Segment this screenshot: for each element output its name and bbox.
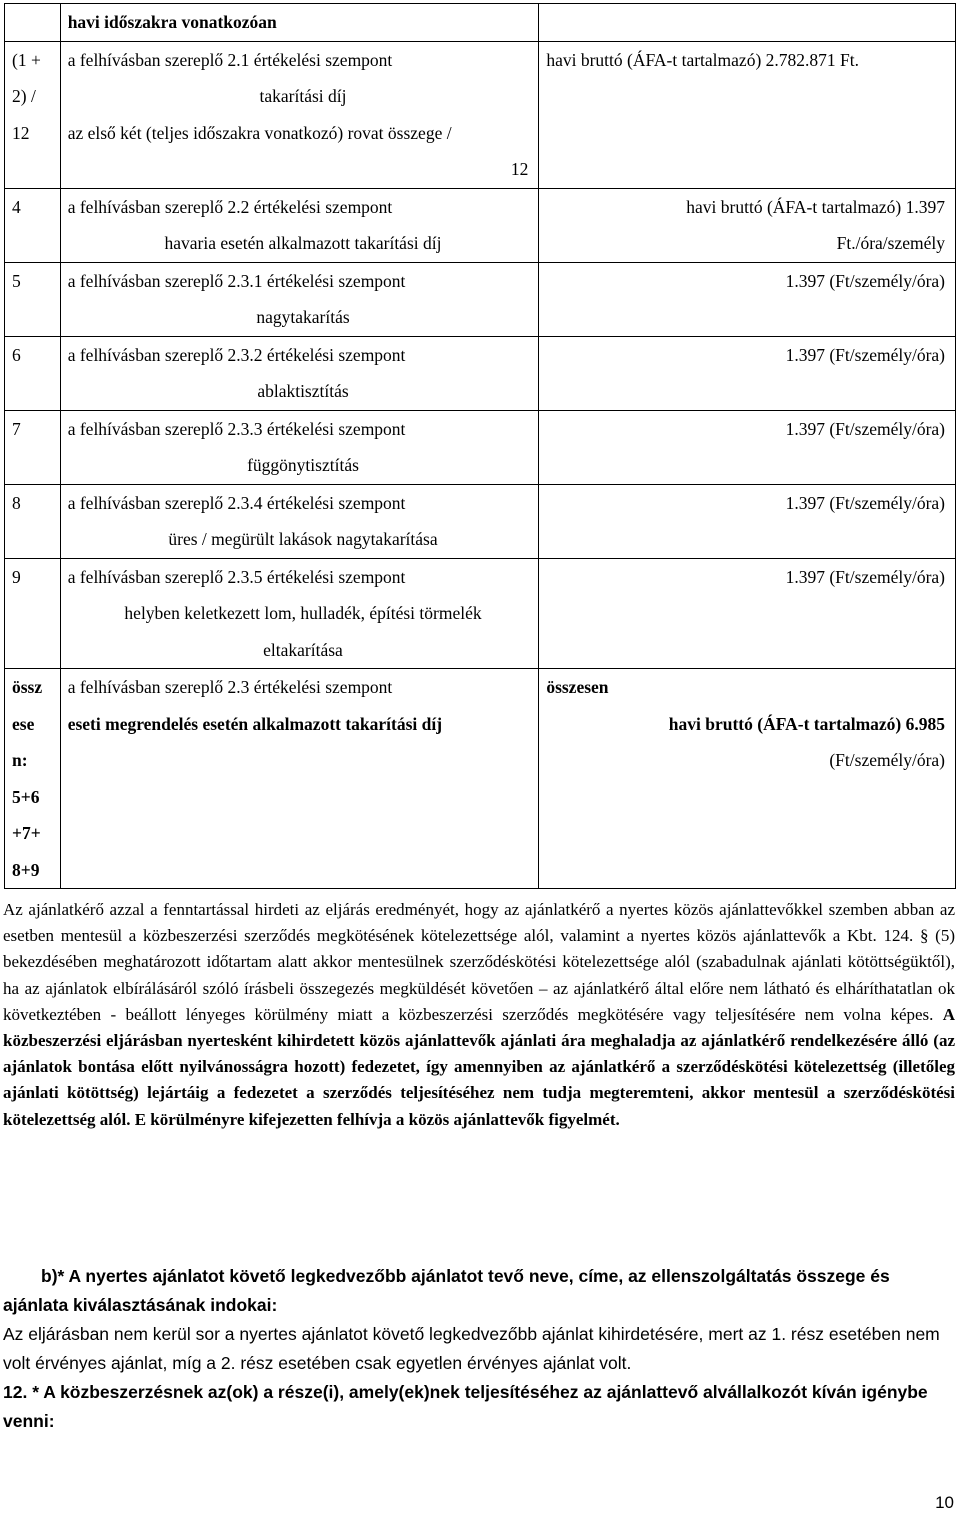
criterion-line: 12 — [510, 159, 529, 179]
value-text: (Ft/személy/óra) — [829, 750, 945, 770]
criterion-title: eseti megrendelés esetén alkalmazott takarítási díj — [67, 713, 443, 734]
index-line: 5+6 — [12, 786, 40, 807]
cell-value — [539, 558, 956, 669]
index-line: n: — [12, 750, 28, 770]
criterion-title: függönytisztítás — [247, 455, 359, 475]
cell-criterion — [60, 336, 539, 410]
table-row — [5, 262, 956, 336]
cell-criterion — [60, 188, 539, 262]
value-text: 1.397 (Ft/személy/óra) — [785, 418, 945, 439]
criterion-line: az első két (teljes időszakra vonatkozó) rovat összege / — [67, 122, 452, 143]
criterion-line: a felhívásban szereplő 2.3.1 értékelési szempont — [67, 270, 406, 291]
disclaimer-bold-text: A közbeszerzési eljárásban nyertesként kihirdetett közös ajánlattevők ajánlati ára meghaladja az ajánlatkérő rendelkezésére álló (az ajánlatok bontása előtt nyilvánosságra hozott) fedezetet, így amennyiben az ajánlatkérő a szerződéskötési kötelezettség (illetőleg ajánlati kötöttség) lejártáig a fedezetet a szerződés teljesítéséhez nem tudja megteremteni, akkor mentesül a szerződéskötési kötelezettség alól. E körülményre kifejezetten felhívja a közös ajánlattevők figyelmét. — [3, 1004, 955, 1129]
value-text: havi bruttó (ÁFA-t tartalmazó) 1.397 — [686, 196, 945, 217]
value-label: összesen — [546, 677, 609, 697]
cell-value — [539, 262, 956, 336]
criterion-title: ablaktisztítás — [257, 381, 349, 401]
value-text: havi bruttó (ÁFA-t tartalmazó) 6.985 — [668, 713, 945, 734]
criterion-title: takarítási díj — [259, 86, 347, 106]
index-line: 12 — [12, 122, 30, 143]
cell-criterion — [60, 669, 539, 889]
cell-criterion — [60, 484, 539, 558]
index-line: ese — [12, 713, 35, 734]
cell-index — [5, 188, 61, 262]
cell-value — [539, 410, 956, 484]
cell-index — [5, 410, 61, 484]
cell-criterion — [60, 4, 539, 42]
cell-criterion — [60, 410, 539, 484]
index-line: 2) / — [12, 86, 36, 106]
value-text: 1.397 (Ft/személy/óra) — [785, 270, 945, 291]
index-line: 6 — [12, 344, 21, 365]
cell-index — [5, 262, 61, 336]
criterion-title: üres / megürült lakások nagytakarítása — [168, 529, 438, 549]
cell-value — [539, 669, 956, 889]
cell-index — [5, 484, 61, 558]
index-line: 5 — [12, 270, 21, 291]
cell-criterion — [60, 41, 539, 188]
cell-index — [5, 336, 61, 410]
criterion-line: a felhívásban szereplő 2.3.3 értékelési szempont — [67, 418, 406, 439]
index-line: (1 + — [12, 49, 41, 70]
page-number: 10 — [935, 1493, 954, 1512]
table-row — [5, 336, 956, 410]
criterion-title: havi időszakra vonatkozóan — [67, 12, 277, 32]
criterion-title: nagytakarítás — [256, 307, 350, 327]
cell-index — [5, 669, 61, 889]
cell-index — [5, 558, 61, 669]
table-row — [5, 4, 956, 42]
section-b-text: Az eljárásban nem kerül sor a nyertes ajánlatot követő legkedvezőbb ajánlat kihirdetésére, mert az 1. rész esetében nem volt érvényes ajánlat, míg a 2. rész esetében csak egyetlen érvényes ajánlat volt. — [3, 1324, 940, 1373]
cell-value — [539, 188, 956, 262]
table-row — [5, 558, 956, 669]
section-b-heading: b)* A nyertes ajánlatot követő legkedvezőbb ajánlatot tevő neve, címe, az ellenszolgáltatás összege és ajánlata kiválasztásának indokai: — [3, 1266, 890, 1315]
table-row — [5, 410, 956, 484]
criterion-line: a felhívásban szereplő 2.3 értékelési szempont — [67, 677, 393, 697]
index-line: +7+ — [12, 823, 41, 843]
section-12-heading: 12. * A közbeszerzésnek az(ok) a része(i), amely(ek)nek teljesítéséhez az ajánlattevő alvállalkozót kíván igénybe venni: — [3, 1382, 928, 1431]
cell-value — [539, 336, 956, 410]
criterion-line: a felhívásban szereplő 2.3.5 értékelési szempont — [67, 566, 406, 587]
index-line: 8+9 — [12, 859, 40, 880]
criterion-line: a felhívásban szereplő 2.1 értékelési szempont — [67, 49, 393, 70]
value-text: 1.397 (Ft/személy/óra) — [785, 492, 945, 513]
evaluation-table — [4, 3, 956, 889]
criterion-line: a felhívásban szereplő 2.3.2 értékelési szempont — [67, 344, 406, 365]
cell-value — [539, 41, 956, 188]
table-row — [5, 188, 956, 262]
table-row — [5, 669, 956, 889]
disclaimer-paragraph — [3, 897, 955, 1133]
criterion-title: havaria esetén alkalmazott takarítási díj — [164, 233, 442, 253]
section-b — [3, 1262, 955, 1436]
cell-index — [5, 4, 61, 42]
index-line: 8 — [12, 492, 21, 513]
cell-value — [539, 4, 956, 42]
value-text: 1.397 (Ft/személy/óra) — [785, 344, 945, 365]
disclaimer-text: Az ajánlatkérő azzal a fenntartással hirdeti az eljárás eredményét, hogy az ajánlatkérő a nyertes közös ajánlattevőkkel szemben abban az esetben mentesül a közbeszerzési szerződés megkötésének kötelezettsége alól, valamint a nyertes közös ajánlattevők a Kbt. 124. § (5) bekezdésében meghatározott időtartam alatt akkor mentesülnek szerződéskötési kötelezettsége alól (szabadulnak ajánlati kötöttségüktől), ha az ajánlatok elbírálásáról szóló írásbeli összegezés megküldését követően – az ajánlatkérő által előre nem látható és elháríthatatlan ok következtében - beállott lényeges körülmény miatt a közbeszerzési szerződés megkötésére vagy teljesítésére nem volna képes. — [3, 900, 955, 1024]
index-line: 7 — [12, 418, 21, 439]
criterion-line: a felhívásban szereplő 2.3.4 értékelési szempont — [67, 492, 406, 513]
cell-index — [5, 41, 61, 188]
criterion-line: a felhívásban szereplő 2.2 értékelési szempont — [67, 196, 393, 217]
index-line: össz — [12, 677, 43, 697]
index-line: 4 — [12, 196, 21, 217]
value-text: 1.397 (Ft/személy/óra) — [785, 566, 945, 587]
cell-value — [539, 484, 956, 558]
cell-criterion — [60, 558, 539, 669]
criterion-title: eltakarítása — [263, 639, 343, 660]
cell-criterion — [60, 262, 539, 336]
value-text: Ft./óra/személy — [836, 233, 945, 253]
table-row — [5, 41, 956, 188]
table-row — [5, 484, 956, 558]
value-text: havi bruttó (ÁFA-t tartalmazó) 2.782.871 Ft. — [546, 49, 859, 70]
criterion-title: helyben keletkezett lom, hulladék, építési törmelék — [124, 603, 482, 623]
index-line: 9 — [12, 566, 21, 587]
